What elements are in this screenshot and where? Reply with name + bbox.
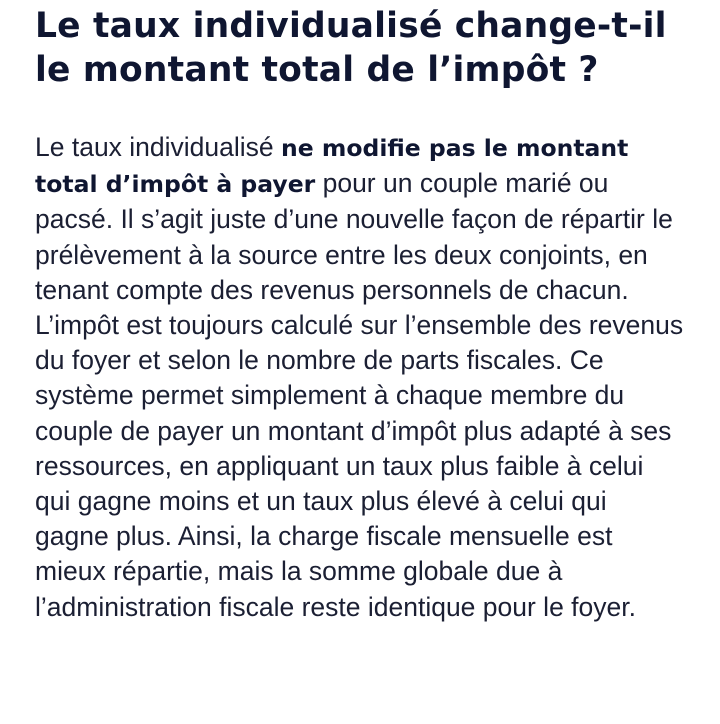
article — [35, 0, 685, 625]
article-heading: Le taux individualisé change-t-il le montant total de l’impôt ? — [35, 6, 667, 90]
article-paragraph — [35, 130, 685, 625]
paragraph-intro-text: Le taux individualisé — [35, 132, 282, 162]
paragraph-body-text: pour un couple marié ou pacsé. Il s’agit juste d’une nouvelle façon de répartir le prélèvement à la source entre les deux conjoints, en tenant compte des revenus personnels de chacun. L’impôt est toujours calculé sur l’ensemble des revenus du foyer et selon le nombre de parts fiscales. Ce système permet simplement à chaque membre du couple de payer un montant d’impôt plus adapté à ses ressources, en appliquant un taux plus faible à celui qui gagne moins et un taux plus élevé à celui qui gagne plus. Ainsi, la charge fiscale mensuelle est mieux répartie, mais la somme globale due à l’administration fiscale reste identique pour le foyer. — [35, 168, 684, 622]
paragraph-emphasis-text: ne modifie pas le montant total d’impôt à payer — [35, 134, 629, 199]
